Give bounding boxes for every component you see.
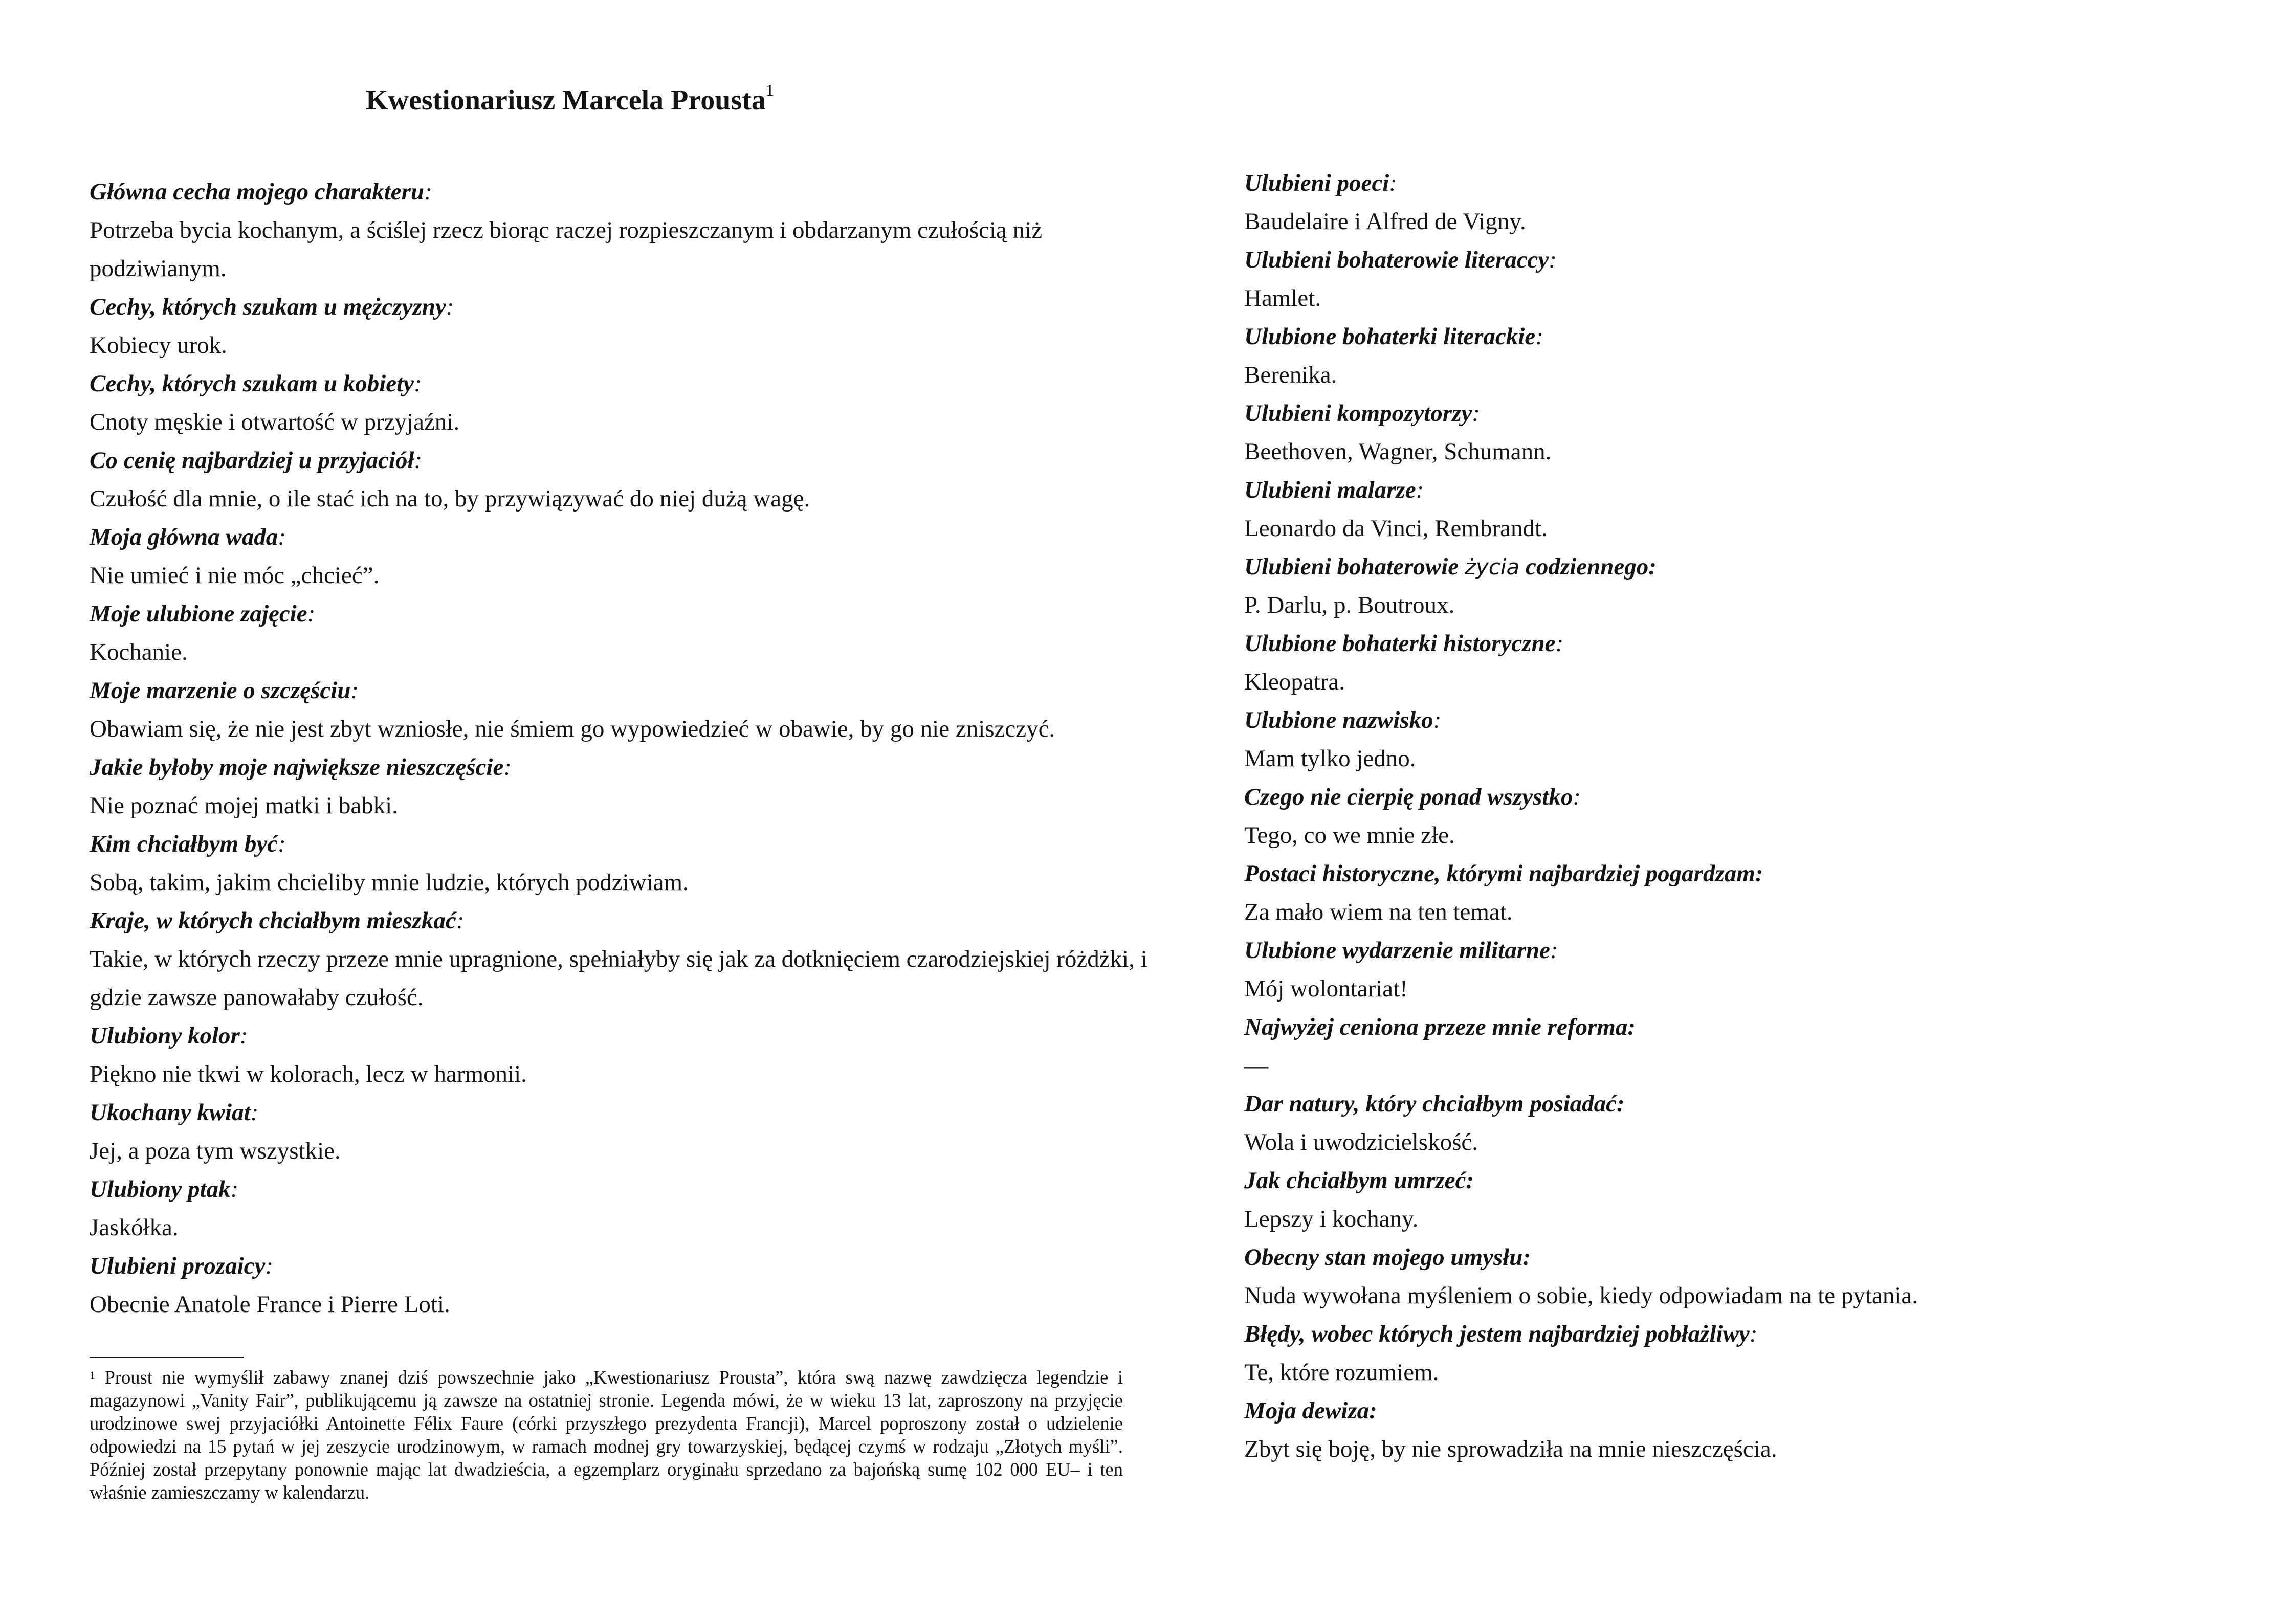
question: Ulubieni malarze:: [1244, 477, 1424, 503]
question: Moja główna wada:: [90, 524, 286, 550]
answer: Jaskółka.: [90, 1214, 179, 1241]
answer: —: [1244, 1052, 1268, 1079]
question: Moje ulubione zajęcie:: [90, 601, 316, 627]
answer: Potrzeba bycia kochanym, a ściślej rzecz biorąc raczej rozpieszczanym i obdarzanym czułością niż podziwianym.: [90, 217, 1043, 282]
answer: Za mało wiem na ten temat.: [1244, 899, 1513, 925]
question: Jakie byłoby moje największe nieszczęście:: [90, 754, 512, 781]
right-column: [1244, 164, 2216, 1469]
answer: Wola i uwodzicielskość.: [1244, 1129, 1478, 1155]
answer: P. Darlu, p. Boutroux.: [1244, 592, 1455, 618]
answer: Piękno nie tkwi w kolorach, lecz w harmonii.: [90, 1061, 527, 1087]
answer: Beethoven, Wagner, Schumann.: [1244, 438, 1552, 465]
question: Ulubieni bohaterowie literaccy:: [1244, 247, 1557, 273]
answer: Baudelaire i Alfred de Vigny.: [1244, 208, 1526, 235]
answer: Jej, a poza tym wszystkie.: [90, 1138, 341, 1164]
question: Ulubione bohaterki literackie:: [1244, 323, 1543, 350]
question: Dar natury, który chciałbym posiadać:: [1244, 1091, 1625, 1117]
answer: Mam tylko jedno.: [1244, 745, 1416, 772]
answer: Cnoty męskie i otwartość w przyjaźni.: [90, 409, 460, 435]
answer: Hamlet.: [1244, 285, 1321, 312]
footnote: [90, 1366, 1123, 1504]
question: Ulubieni prozaicy:: [90, 1253, 274, 1279]
question: Ulubione nazwisko:: [1244, 707, 1442, 733]
question: Jak chciałbym umrzeć:: [1244, 1167, 1474, 1194]
question: Czego nie cierpię ponad wszystko:: [1244, 784, 1581, 810]
question: Cechy, których szukam u mężczyzny:: [90, 294, 454, 320]
footnote-divider: [90, 1357, 244, 1358]
answer: Lepszy i kochany.: [1244, 1206, 1419, 1232]
question: Błędy, wobec których jestem najbardziej pobłażliwy:: [1244, 1321, 1758, 1347]
question: Obecny stan mojego umysłu:: [1244, 1244, 1531, 1271]
question: Kraje, w których chciałbym mieszkać:: [90, 907, 465, 934]
question: Ulubione bohaterki historyczne:: [1244, 630, 1564, 657]
answer: Berenika.: [1244, 362, 1337, 388]
question: Ulubiony kolor:: [90, 1022, 248, 1049]
question: Postaci historyczne, którymi najbardziej pogardzam:: [1244, 860, 1763, 887]
question: Cechy, których szukam u kobiety:: [90, 370, 422, 397]
question: Co cenię najbardziej u przyjaciół:: [90, 447, 423, 474]
question: Ulubione wydarzenie militarne:: [1244, 937, 1558, 964]
answer: Sobą, takim, jakim chcieliby mnie ludzie, których podziwiam.: [90, 869, 689, 896]
answer: Kochanie.: [90, 639, 188, 665]
question: Moje marzenie o szczęściu:: [90, 677, 359, 704]
footnote-text: Proust nie wymyślił zabawy znanej dziś powszechnie jako „Kwestionariusz Prousta”, która swą nazwę zawdzięcza legendzie i magazynowi „Vanity Fair”, publikującemu ją zawsze na ostatniej stronie. Legenda mówi, że w wieku 13 lat, zaproszony na przyjęcie urodzinowe swej przyjaciółki Antoinette Félix Faure (córki przyszłego prezydenta Francji), Marcel poproszony został o udzielenie odpowiedzi na 15 pytań w jej zeszycie urodzinowym, w ramach modnej gry towarzyskiej, będącej czymś w rodzaju „Złotych myśli”. Później został przepytany ponownie mając lat dwadzieścia, a egzemplarz oryginału sprzedano za bajońską sumę 102 000 EU– i ten właśnie zamieszczamy w kalendarzu.: [90, 1367, 1123, 1503]
question: Ulubieni bohaterowie życia codziennego:: [1244, 553, 1657, 580]
answer: Obecnie Anatole France i Pierre Loti.: [90, 1291, 450, 1318]
answer: Tego, co we mnie złe.: [1244, 822, 1455, 849]
answer: Nuda wywołana myśleniem o sobie, kiedy odpowiadam na te pytania.: [1244, 1282, 1918, 1309]
answer: Te, które rozumiem.: [1244, 1359, 1439, 1386]
question: Główna cecha mojego charakteru:: [90, 179, 432, 205]
answer: Kobiecy urok.: [90, 332, 227, 359]
answer: Kleopatra.: [1244, 669, 1345, 695]
question: Ulubieni kompozytorzy:: [1244, 400, 1480, 427]
answer: Zbyt się boję, by nie sprowadziła na mnie nieszczęścia.: [1244, 1436, 1777, 1462]
left-column: [90, 173, 1164, 1324]
question: Ulubieni poeci:: [1244, 170, 1397, 196]
question: Kim chciałbym być:: [90, 831, 286, 857]
title-footnote-mark: 1: [765, 81, 774, 99]
answer: Czułość dla mnie, o ile stać ich na to, by przywiązywać do niej dużą wagę.: [90, 485, 810, 512]
question: Moja dewiza:: [1244, 1397, 1377, 1424]
answer: Nie poznać mojej matki i babki.: [90, 792, 398, 819]
answer: Obawiam się, że nie jest zbyt wzniosłe, nie śmiem go wypowiedzieć w obawie, by go nie zniszczyć.: [90, 716, 1055, 742]
footnote-mark: 1: [90, 1369, 95, 1382]
answer: Nie umieć i nie móc „chcieć”.: [90, 562, 380, 589]
answer: Takie, w których rzeczy przeze mnie upragnione, spełniałyby się jak za dotknięciem czarodziejskiej różdżki, i gdzie zawsze panowałaby czułość.: [90, 946, 1147, 1011]
question: Ulubiony ptak:: [90, 1176, 239, 1203]
question: Ukochany kwiat:: [90, 1099, 259, 1126]
question: Najwyżej ceniona przeze mnie reforma:: [1244, 1014, 1636, 1040]
answer: Mój wolontariat!: [1244, 975, 1408, 1002]
page-title: Kwestionariusz Marcela Prousta$^1$: [366, 81, 774, 116]
answer: Leonardo da Vinci, Rembrandt.: [1244, 515, 1548, 542]
